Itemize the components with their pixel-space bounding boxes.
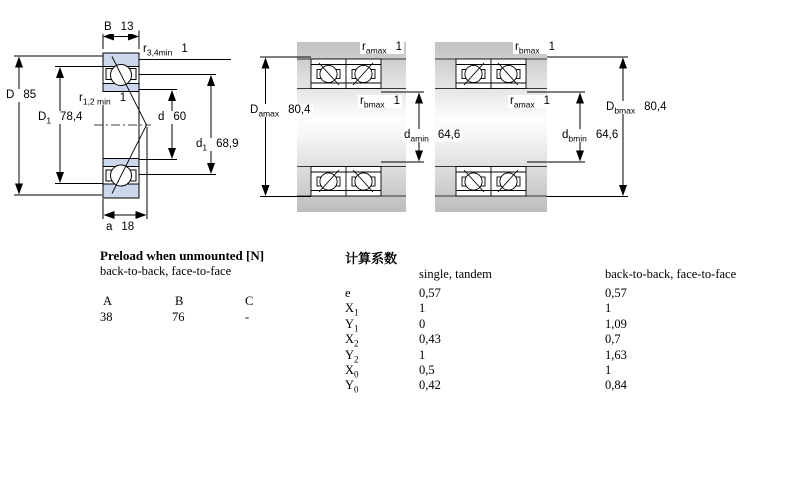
factor-row-X0: $X_0$ 0,5 1: [345, 362, 612, 380]
factor-row-X1: $X_1$ 1 1: [345, 301, 612, 318]
factors-table-rows: [345, 286, 765, 394]
dim-label-rbmax-left: $r_{bmax}$ 1: [360, 95, 401, 110]
preload-table-title: Preload when unmounted [N]: [100, 248, 265, 263]
dim-label-r12: $r_{1,2 min}$ 1: [79, 92, 127, 107]
factors-table-title: 计算系数: [345, 251, 398, 266]
arrangement-left-diagram: [260, 42, 424, 212]
dim-label-rbmax-right: $r_{bmax}$ 1: [515, 41, 556, 56]
bearing-pair-top: [311, 59, 381, 89]
preload-col-A: A: [103, 294, 113, 308]
dim-label-D: D 85: [6, 89, 37, 101]
bearing-pair-bottom: [311, 167, 381, 197]
dim-label-dbmin: $d_{bmin}$ 64,6: [562, 129, 619, 144]
preload-value-C: -: [245, 310, 250, 324]
factors-col2-header: back-to-back, face-to-face: [605, 267, 737, 281]
dim-label-r34: $r_{3,4min}$ 1: [143, 43, 188, 58]
factor-row-Y1: $Y_1$ 0 1,09: [345, 316, 627, 334]
dim-label-Damax: $D_{amax}$ 80,4: [250, 104, 311, 119]
bearing-pair-top: [456, 59, 526, 89]
factors-col1-header: single, tandem: [419, 267, 492, 281]
factor-row-Y2: $Y_2$ 1 1,63: [345, 347, 627, 365]
dim-label-damin: $d_{amin}$ 64,6: [404, 129, 461, 144]
dim-label-ramax-left: $r_{amax}$ 1: [362, 41, 403, 56]
dim-label-ramax-right: $r_{amax}$ 1: [510, 95, 551, 110]
bearing-pair-bottom: [456, 167, 526, 197]
arrangement-right-diagram: [435, 42, 628, 212]
dim-label-d1: $d_1$ 68,9: [196, 138, 239, 153]
dim-label-a: a 18: [106, 221, 135, 233]
preload-value-A: 38: [100, 310, 113, 324]
factor-row-Y0: $Y_0$ 0,42 0,84: [345, 378, 627, 395]
dim-label-D1: $D_1$ 78,4: [38, 111, 83, 126]
preload-col-B: B: [175, 294, 184, 308]
dim-label-B: B 13: [104, 21, 134, 33]
preload-table-subtitle: back-to-back, face-to-face: [100, 264, 232, 278]
factor-row-e: e 0,57 0,57: [345, 286, 627, 300]
dim-label-Dbmax: $D_{bmax}$ 80,4: [606, 101, 667, 116]
preload-value-B: 76: [172, 310, 185, 324]
preload-col-C: C: [245, 294, 254, 308]
factor-row-X2: $X_2$ 0,43 0,7: [345, 332, 621, 349]
dim-label-d: d 60: [158, 111, 187, 123]
